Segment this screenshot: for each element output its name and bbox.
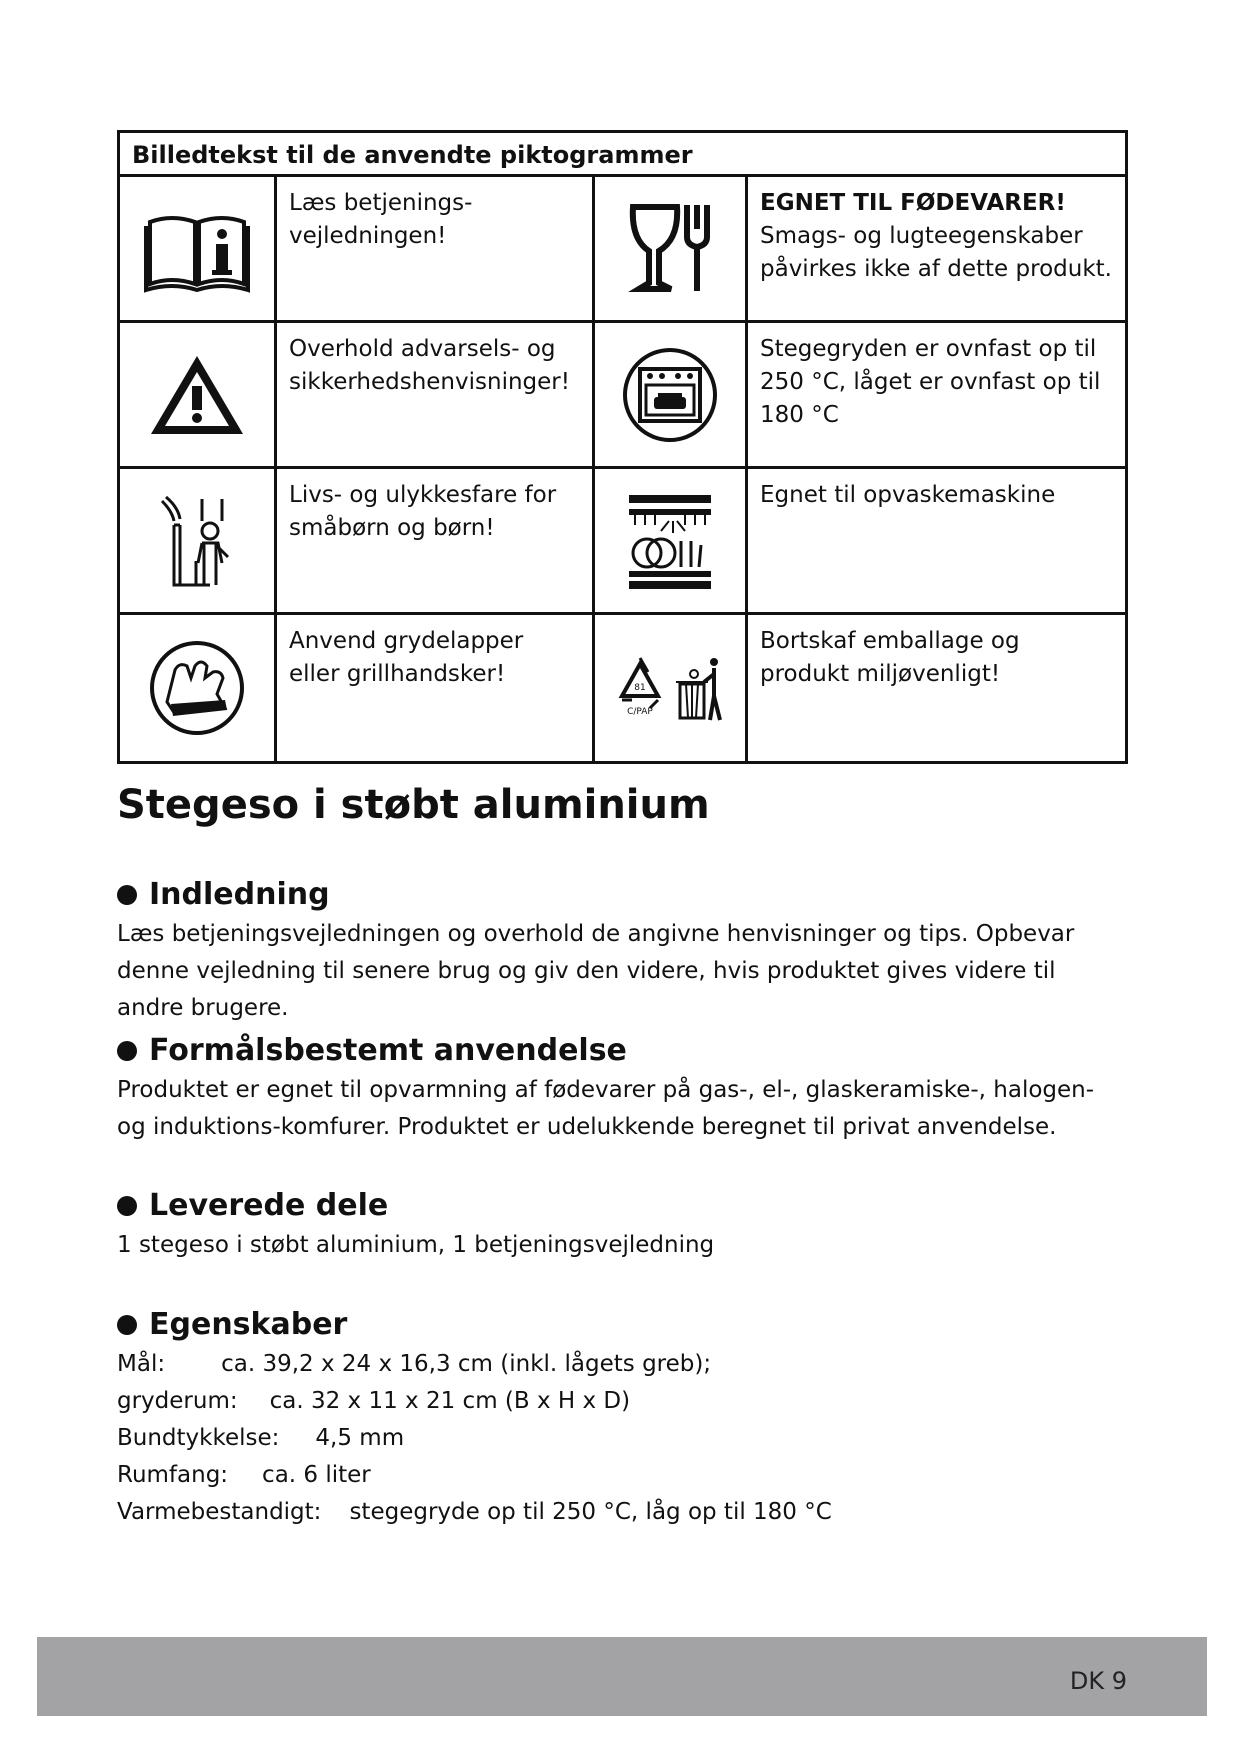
legend-text-gloves: Anvend grydelapper eller grillhandsker! <box>289 628 524 687</box>
spec-row <box>117 1494 1117 1531</box>
legend-text-warnings: Overhold advarsels- og sikkerhedshenvisninger! <box>289 336 570 395</box>
section-delivered <box>117 1187 1117 1264</box>
section-intro <box>117 876 1117 1027</box>
section-heading <box>117 876 1117 914</box>
spec-row <box>117 1346 1117 1383</box>
section-purpose <box>117 1032 1117 1146</box>
legend-text-cell <box>277 177 595 323</box>
legend-icon-cell <box>595 469 748 615</box>
spec-value: ca. 6 liter <box>262 1462 371 1488</box>
legend-icon-cell <box>120 615 277 761</box>
legend-text-cell <box>748 469 1125 615</box>
child-danger-icon <box>152 491 242 591</box>
spec-value: 4,5 mm <box>315 1425 405 1451</box>
legend-text-food-safe: Smags- og lugteegenskaber påvirkes ikke af dette produkt. <box>760 223 1112 282</box>
delivered-text: 1 stegeso i støbt aluminium, 1 betjeningsvejledning <box>117 1232 715 1258</box>
page-title: Stegeso i støbt aluminium <box>117 782 710 828</box>
spec-label: gryderum: <box>117 1388 238 1414</box>
oven-safe-icon <box>620 345 720 445</box>
legend-text-cell <box>748 177 1125 323</box>
spec-value: ca. 39,2 x 24 x 16,3 cm (inkl. lågets greb); <box>221 1351 712 1377</box>
legend-text-dispose: Bortskaf emballage og produkt miljøvenligt! <box>760 628 1020 687</box>
spec-value: ca. 32 x 11 x 21 cm (B x H x D) <box>269 1388 631 1414</box>
section-heading <box>117 1187 1117 1225</box>
oven-glove-icon <box>147 638 247 738</box>
pictogram-legend-table <box>117 130 1128 764</box>
food-safe-icon <box>625 199 715 299</box>
legend-text-child-danger: Livs- og ulykkesfare for småbørn og børn! <box>289 482 557 541</box>
legend-text-cell <box>277 323 595 469</box>
recycle-dispose-icon <box>610 648 730 728</box>
bullet-icon <box>117 1041 137 1061</box>
legend-text-oven-safe: Stegegryden er ovnfast op til 250 °C, låget er ovnfast op til 180 °C <box>760 336 1101 428</box>
spec-row <box>117 1457 1117 1494</box>
section-heading <box>117 1306 1117 1344</box>
legend-text-dishwasher: Egnet til opvaskemaskine <box>760 482 1056 508</box>
purpose-text: Produktet er egnet til opvarmning af fødevarer på gas-, el-, glaskeramiske-, halogen- og induktions-komfurer. Produktet er udelukkende beregnet til privat anvendelse. <box>117 1077 1095 1140</box>
legend-icon-cell <box>120 323 277 469</box>
legend-grid <box>120 177 1125 761</box>
spec-list <box>117 1346 1117 1531</box>
section-properties <box>117 1306 1117 1531</box>
page-number: DK 9 <box>1069 1667 1127 1695</box>
spec-label: Varmebestandigt: <box>117 1499 322 1525</box>
bullet-icon <box>117 885 137 905</box>
spec-row <box>117 1383 1117 1420</box>
legend-icon-cell <box>595 323 748 469</box>
bullet-icon <box>117 1196 137 1216</box>
delivered-heading: Leverede dele <box>149 1188 389 1223</box>
intro-text: Læs betjeningsvejledningen og overhold de angivne henvisninger og tips. Opbevar denne vejledning til senere brug og giv den videre, hvis produktet gives videre til andre brugere. <box>117 921 1075 1021</box>
intro-heading: Indledning <box>149 877 330 912</box>
bullet-icon <box>117 1315 137 1335</box>
section-heading <box>117 1032 1117 1070</box>
properties-heading: Egenskaber <box>149 1307 348 1342</box>
recycle-label-text: C/PAP <box>627 707 653 717</box>
legend-text-food-safe-heading: EGNET TIL FØDEVARER! <box>760 190 1066 216</box>
legend-title: Billedtekst til de anvendte piktogrammer <box>120 133 1125 177</box>
legend-text-read-manual: Læs betjenings-vejledningen! <box>289 190 473 249</box>
legend-text-cell <box>748 615 1125 761</box>
warning-triangle-icon <box>147 350 247 440</box>
legend-text-cell <box>277 615 595 761</box>
recycle-code-text: 81 <box>634 683 646 693</box>
legend-text-cell <box>748 323 1125 469</box>
legend-icon-cell <box>595 615 748 761</box>
spec-value: stegegryde op til 250 °C, låg op til 180 °C <box>349 1499 832 1525</box>
legend-text-cell <box>277 469 595 615</box>
legend-icon-cell <box>120 469 277 615</box>
spec-label: Bundtykkelse: <box>117 1425 280 1451</box>
footer-bar <box>37 1637 1207 1716</box>
spec-label: Rumfang: <box>117 1462 229 1488</box>
legend-icon-cell <box>595 177 748 323</box>
manual-info-icon <box>142 204 252 294</box>
legend-icon-cell <box>120 177 277 323</box>
purpose-heading: Formålsbestemt anvendelse <box>149 1033 627 1068</box>
spec-label: Mål: <box>117 1351 166 1377</box>
dishwasher-safe-icon <box>625 491 715 591</box>
spec-row <box>117 1420 1117 1457</box>
